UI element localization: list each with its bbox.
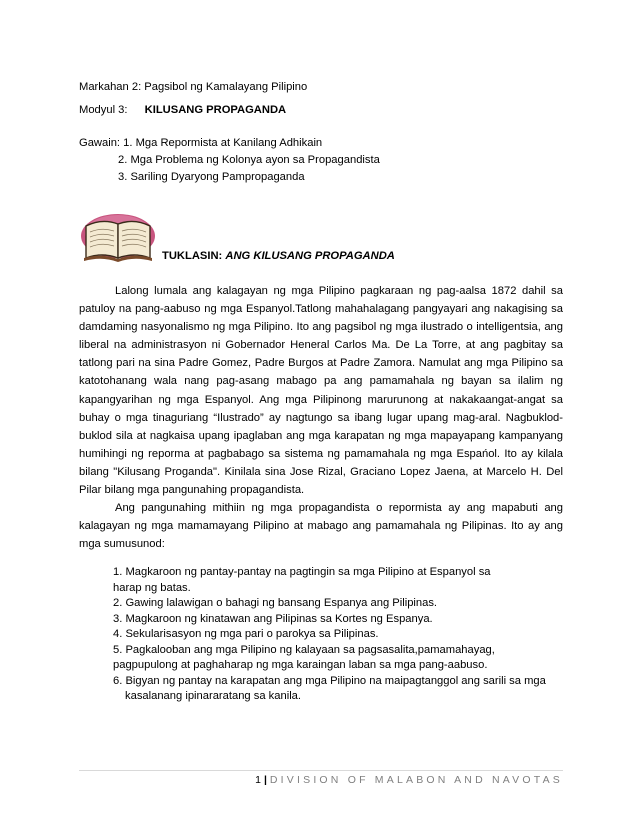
footer-division: DIVISION OF MALABON AND NAVOTAS — [269, 774, 563, 786]
markahan-line: Markahan 2: Pagsibol ng Kamalayang Pilipino — [79, 81, 308, 93]
page-number: 1 — [255, 774, 261, 786]
gawain-item: 3. Sariling Dyaryong Pampropaganda — [118, 171, 305, 183]
open-book-icon — [78, 206, 158, 264]
list-item — [113, 674, 563, 705]
list-item — [113, 627, 563, 643]
list-item-continuation: harap ng batas. — [113, 581, 191, 594]
footer-divider — [79, 770, 563, 771]
page-footer — [255, 774, 563, 786]
list-item-text: 2. Gawing lalawigan o bahagi ng bansang Espanya ang Pilipinas. — [113, 597, 438, 609]
list-item-text: 5. Pagkalooban ang mga Pilipino ng kalayaan sa pagsasalita,pamamahayag, — [113, 643, 495, 656]
list-item-text: 4. Sekularisasyon ng mga pari o parokya sa Pilipinas. — [113, 628, 379, 640]
list-item-continuation: kasalanang ipinararatang sa kanila. — [125, 690, 302, 702]
list-item — [113, 643, 563, 674]
gawain-item: 2. Mga Problema ng Kolonya ayon sa Propagandista — [118, 154, 380, 166]
section-label: TUKLASIN: — [162, 250, 226, 262]
modyul-line — [79, 102, 286, 118]
gawain-line: Gawain: 1. Mga Repormista at Kanilang Adhikain — [79, 137, 323, 149]
modyul-title: KILUSANG PROPAGANDA — [144, 104, 287, 116]
list-item — [113, 612, 563, 628]
list-item-text: 1. Magkaroon ng pantay-pantay na pagtingin sa mga Pilipino at Espanyol sa — [113, 566, 491, 578]
modyul-label: Modyul 3: — [79, 104, 128, 116]
list-item-continuation: pagpupulong at paghaharap ng mga karaingan laban sa mga pang-aabuso. — [113, 659, 488, 671]
list-item — [113, 596, 563, 612]
paragraph-intro: Lalong lumala ang kalagayan ng mga Pilipino pagkaraan ng pag-aalsa 1872 dahil sa patuloy na pang-aabuso ng mga Espanyol.Tatlong mahahalagang pangyayari ang nakagising sa damdaming nasyonalismo ng mga Pilipino. Ito ang pagsibol ng mga ilustrado o intelligentsia, ang liberal na administrasyon ni Gobernador Heneral Carlos Ma. De La Torre, at ang pagbitay sa tatlong pari na sina Padre Gomez, Padre Burgos at Padre Zamora. Namulat ang mga Pilipino sa katotohanang wala nang pag-asang mabago pa ang pamamahala ng bayan sa ilalim ng kapangyarihan ng mga Espanyol. Ang mga Pilipinong marurunong at nakakaangat-angat sa buhay o mga tinaguriang “Ilustrado” ay nagtungo sa ibang lugar upang mag-aral. Nagbuklod-buklod sila at nagkaisa upang ipaglaban ang mga karapatan ng mga mapayapang kampanyang humihingi ng reporma at pagbabago sa sistema ng pamamahala ng mga Espańol. Ito ay kilala bilang "Kilusang Proganda". Kinilala sina Jose Rizal, Graciano Lopez Jaena, at Marcelo H. Del Pilar bilang mga pangunahing propagandista. — [79, 285, 563, 497]
section-title: ANG KILUSANG PROPAGANDA — [225, 250, 395, 262]
reform-list — [113, 565, 563, 705]
list-item-text: 6. Bigyan ng pantay na karapatan ang mga Pilipino na maipagtanggol ang sarili sa mga — [113, 674, 546, 687]
section-heading — [162, 250, 395, 262]
list-item — [113, 565, 563, 596]
footer-separator: | — [263, 774, 267, 786]
list-item-text: 3. Magkaroon ng kinatawan ang Pilipinas sa Kortes ng Espanya. — [113, 612, 433, 625]
paragraph-goals: Ang pangunahing mithiin ng mga propagandista o repormista ay ang mapabuti ang kalagayan ng mga mamamayang Pilipino at mabago ang pamamahala ng Pilipinas. Ito ay ang mga sumusunod: — [79, 502, 563, 551]
